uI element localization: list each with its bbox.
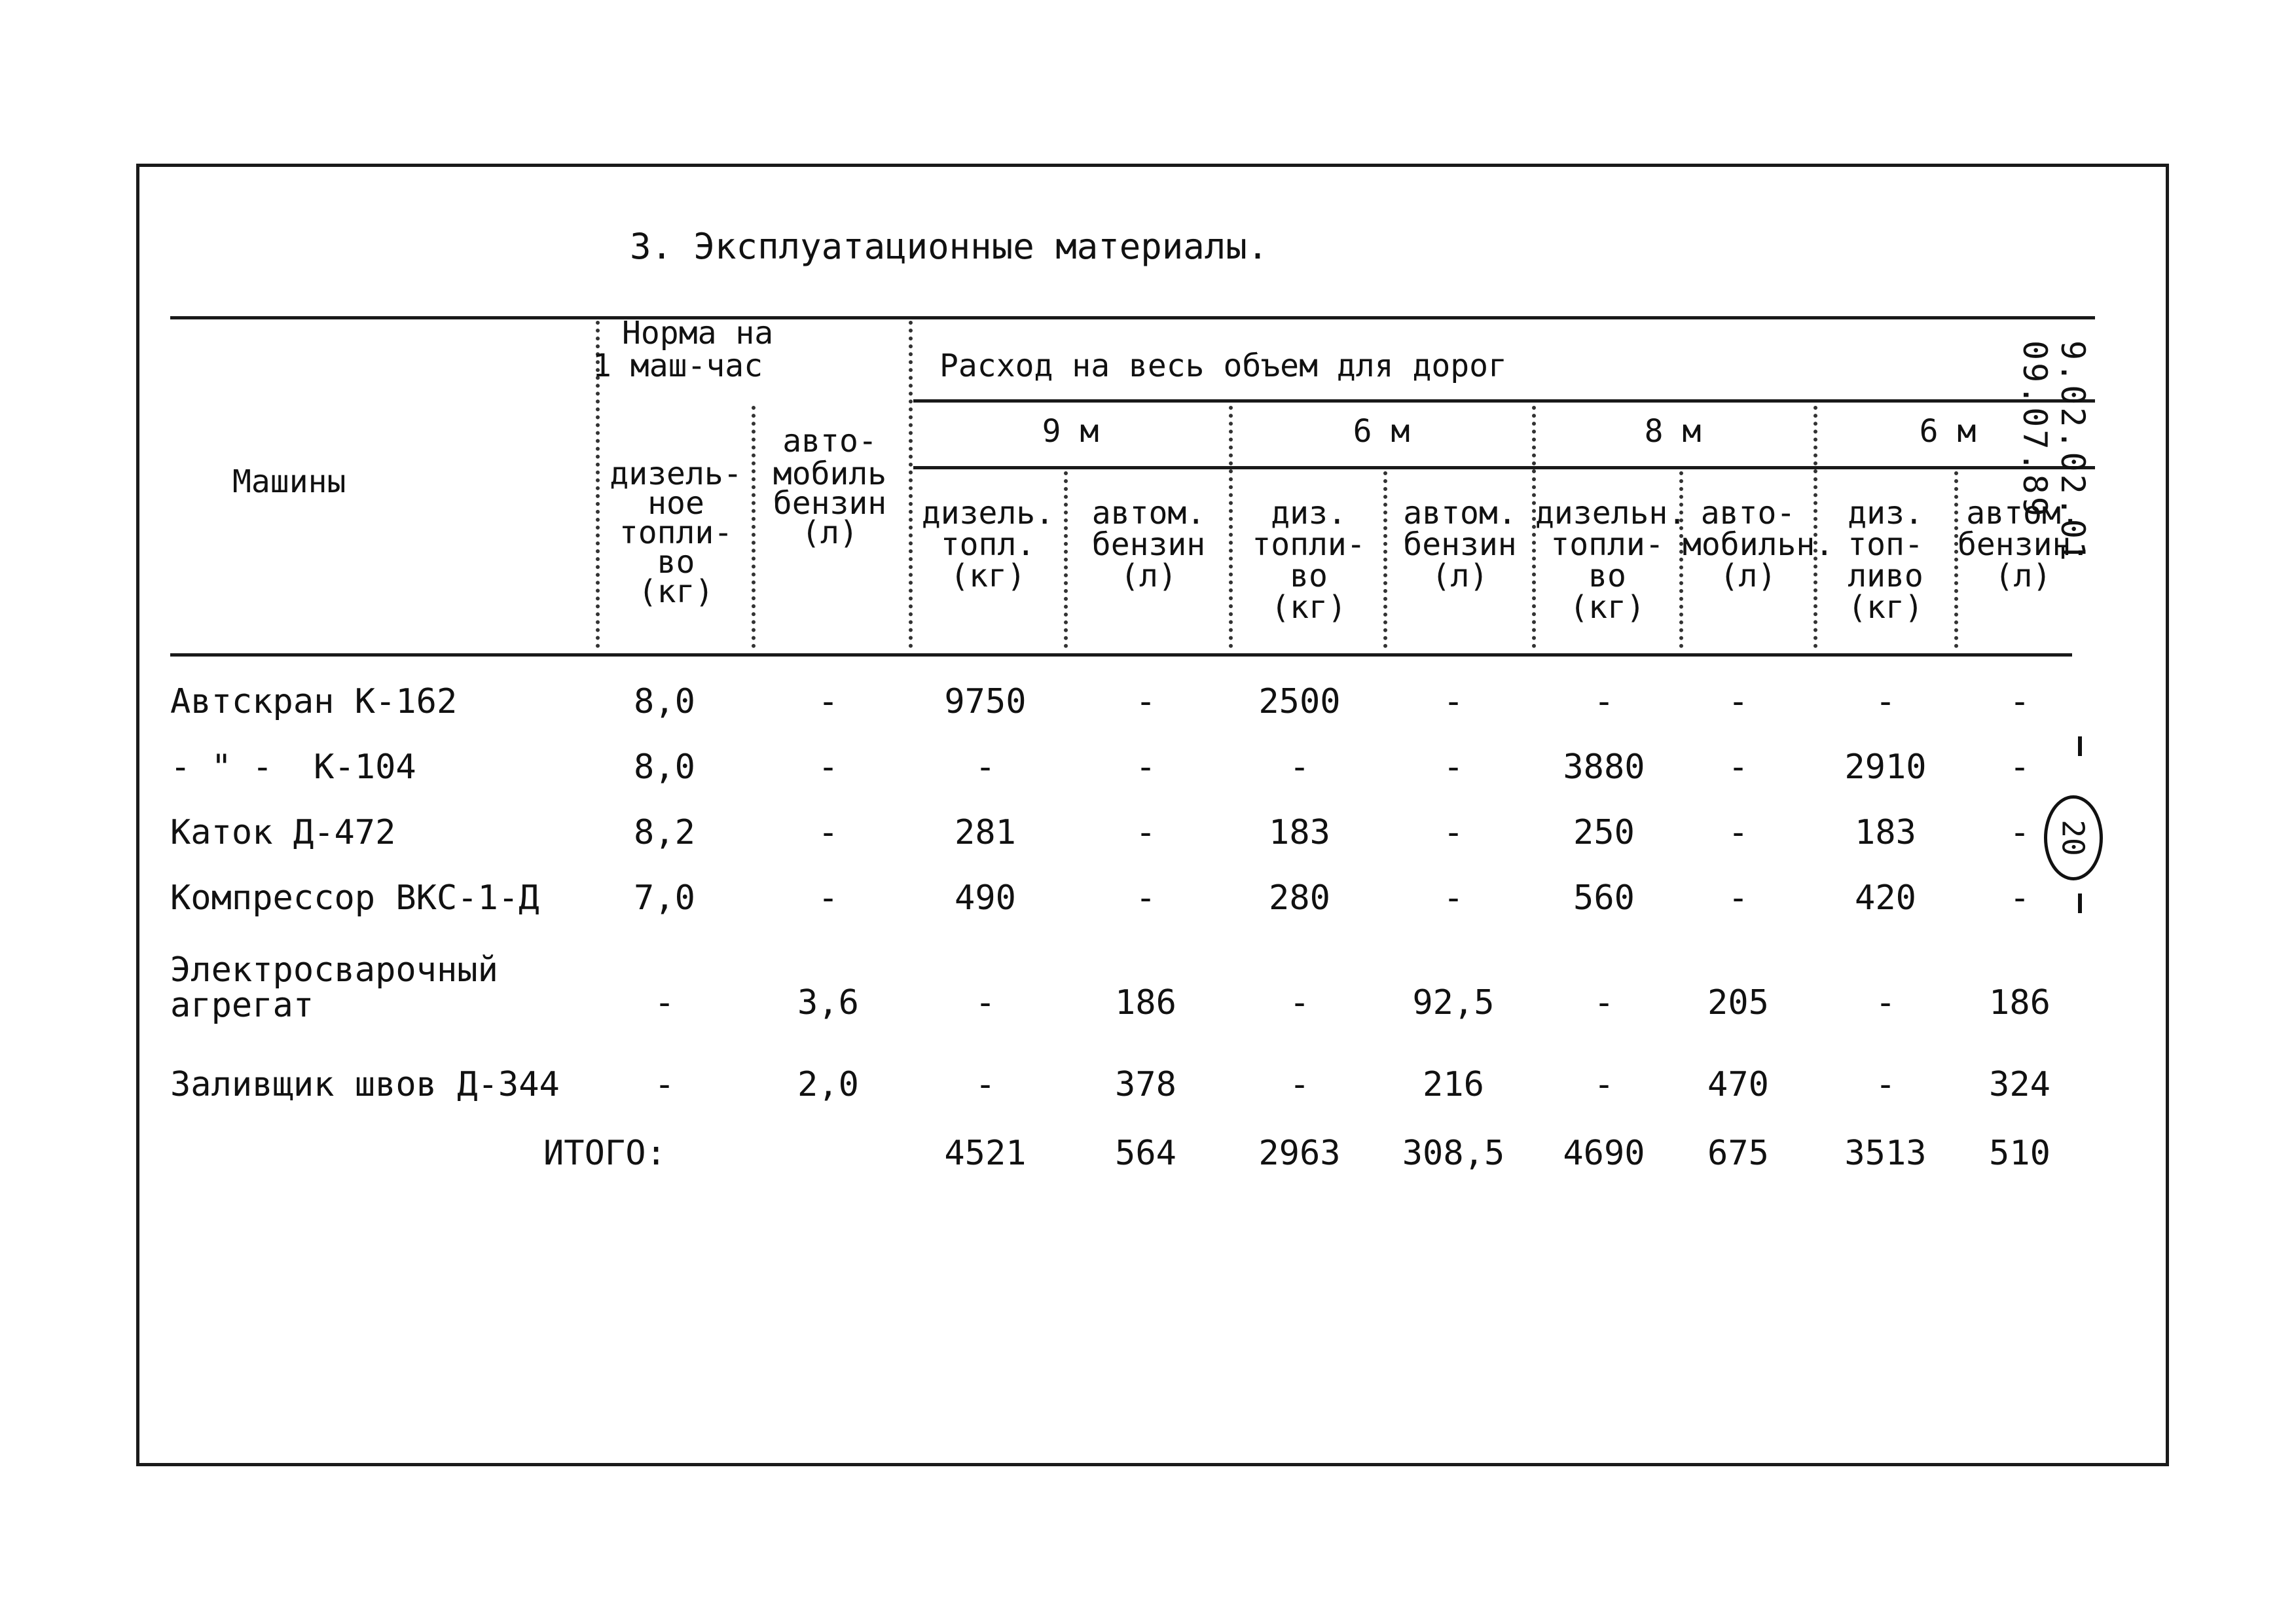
subheader-line: автом. [1091,495,1206,532]
table-cell: 560 [1573,878,1635,918]
total-cell: 308,5 [1402,1134,1505,1173]
rashod-rule [913,399,2095,403]
subheader-line: диз. [1271,495,1347,532]
table-cell: - [1135,682,1156,721]
subheader-line: (л) [1719,558,1777,594]
table-cell: 2500 [1258,682,1341,721]
table-cell: - [1728,682,1749,721]
subheader-line: во [1290,558,1328,594]
header-norma-gas-2: мобиль [773,456,887,492]
table-cell: 378 [1115,1065,1176,1104]
table-cell: - [1443,748,1464,787]
table-cell: - [818,682,839,721]
table-cell: 8,0 [634,748,695,787]
table-cell: 470 [1707,1065,1769,1104]
subheader-line: авто- [1700,495,1796,532]
subheader-line: автом. [1966,495,2080,532]
table-cell: - [2009,682,2030,721]
header-norma-diesel-3: топли- [619,514,733,551]
table-cell: 280 [1269,878,1330,918]
subheader-line: дизель. [921,495,1055,532]
table-cell: - [1594,682,1614,721]
row-machine-name: Каток Д-472 [170,813,396,852]
col-sep [1229,406,1233,648]
table-cell: 8,0 [634,682,695,721]
table-cell: - [1443,813,1464,852]
row-machine-name: Электросварочный агрегат [170,950,498,1025]
total-cell: 510 [1989,1134,2050,1173]
table-cell: 186 [1989,983,2050,1022]
table-cell: - [1875,983,1896,1022]
subheader-line: топли- [1252,526,1366,563]
table-cell: - [654,983,675,1022]
total-label: ИТОГО: [543,1134,666,1173]
page-number: 20 [2055,820,2091,856]
table-cell: 9750 [944,682,1027,721]
table-cell: - [1135,748,1156,787]
table-cell: 183 [1855,813,1916,852]
table-cell: 2,0 [797,1065,859,1104]
table-cell: - [818,878,839,918]
table-cell: 324 [1989,1065,2050,1104]
table-cell: 3,6 [797,983,859,1022]
header-norma-diesel-1: дизель- [610,456,742,492]
subheader-line: топл. [940,526,1036,563]
page-number-circle [2044,795,2103,880]
total-cell: 2963 [1258,1134,1341,1173]
subheader-gas-9m [1068,497,1229,592]
page-title: 3. Эксплуатационные материалы. [630,226,1269,267]
table-cell: 216 [1423,1065,1484,1104]
header-norma-line2: 1 маш-час [592,348,763,384]
header-bottom-rule [170,653,2072,657]
header-norma-diesel-5: (кг) [638,573,714,610]
subheader-line: ливо [1848,558,1923,594]
table-cell: 490 [955,878,1016,918]
table-cell: 186 [1115,983,1176,1022]
table-cell: - [1135,878,1156,918]
header-norma-gas-3: бензин [773,485,887,522]
margin-stamp: 9.02.02.01 09.07.89 [2016,340,2092,564]
table-cell: 2910 [1844,748,1927,787]
table-cell: - [1289,983,1310,1022]
table-cell: 183 [1269,813,1330,852]
table-cell: - [1135,813,1156,852]
table-cell: - [654,1065,675,1104]
table-cell: 92,5 [1412,983,1495,1022]
row-machine-name: Компрессор ВКС-1-Д [170,878,539,918]
subheader-diesel-6m-a [1234,495,1383,626]
total-cell: 564 [1115,1134,1176,1173]
table-cell: - [2009,748,2030,787]
subheader-line: (л) [1431,558,1489,594]
header-norma-diesel-2: ное [647,485,704,522]
header-norma-gas-4: (л) [801,514,858,551]
header-norma-gas-1: авто- [782,423,877,460]
margin-tick [2078,736,2082,756]
row-machine-name: Автскран К-162 [170,682,458,721]
table-cell: - [1728,878,1749,918]
subheader-line: топли- [1550,526,1664,563]
table-cell: - [1728,748,1749,787]
subheader-line: дизельн. [1535,495,1687,532]
subheader-diesel-9m [913,497,1063,592]
total-cell: 3513 [1844,1134,1927,1173]
header-norma-line1: Норма на [622,315,774,352]
table-cell: - [818,813,839,852]
table-cell: - [2009,813,2030,852]
col-sep [1383,471,1387,648]
subheader-line: (кг) [1271,589,1347,626]
table-cell: - [1594,983,1614,1022]
table-cell: - [1443,682,1464,721]
subheader-line: (кг) [950,558,1026,594]
header-width-6m-b: 6 м [1919,413,1977,450]
table-cell: - [2009,878,2030,918]
subheader-line: во [1588,558,1626,594]
table-cell: 420 [1855,878,1916,918]
table-cell: 250 [1573,813,1635,852]
row-machine-name: - " - К-104 [170,748,416,787]
table-cell: 7,0 [634,878,695,918]
subheader-line: бензин. [1958,526,2090,563]
table-cell: - [975,983,996,1022]
margin-tick [2078,893,2082,913]
header-width-9m: 9 м [1042,413,1099,450]
header-width-8m: 8 м [1644,413,1702,450]
subheader-line: (кг) [1848,589,1923,626]
col-sep [909,321,913,648]
subheader-line: топ- [1848,526,1923,563]
total-cell: 675 [1707,1134,1769,1173]
subheader-line: мобильн. [1683,526,1834,563]
table-cell: - [1443,878,1464,918]
subheader-line: (л) [1994,558,2052,594]
table-cell: 205 [1707,983,1769,1022]
header-norma-diesel-4: во [657,544,695,581]
subheader-line: (л) [1120,558,1177,594]
subheader-diesel-8m [1535,495,1687,626]
table-cell: - [1875,682,1896,721]
header-width-6m-a: 6 м [1353,413,1410,450]
table-top-rule [170,316,2095,319]
col-sep [1064,471,1068,648]
table-cell: - [975,748,996,787]
subheader-gas-8m [1683,495,1834,594]
header-rashod: Расход на весь объем для дорог [939,348,1507,384]
subheader-gas-6m-a [1388,497,1532,592]
subheader-line: бензин [1091,526,1206,563]
table-cell: - [1875,1065,1896,1104]
subheader-line: бензин [1403,526,1517,563]
table-cell: - [1289,1065,1310,1104]
total-cell: 4690 [1563,1134,1645,1173]
subheader-line: диз. [1848,495,1923,532]
table-cell: - [818,748,839,787]
row-machine-name: Заливщик швов Д-344 [170,1065,560,1104]
total-cell: 4521 [944,1134,1027,1173]
header-machines: Машины [232,463,346,500]
table-cell: 281 [955,813,1016,852]
subheader-line: автом. [1403,495,1517,532]
table-cell: - [1728,813,1749,852]
table-cell: - [1289,748,1310,787]
table-cell: 3880 [1563,748,1645,787]
table-cell: 8,2 [634,813,695,852]
subheader-diesel-6m-b [1817,495,1954,626]
widths-rule [913,466,2095,469]
table-cell: - [975,1065,996,1104]
table-cell: - [1594,1065,1614,1104]
subheader-line: (кг) [1569,589,1645,626]
